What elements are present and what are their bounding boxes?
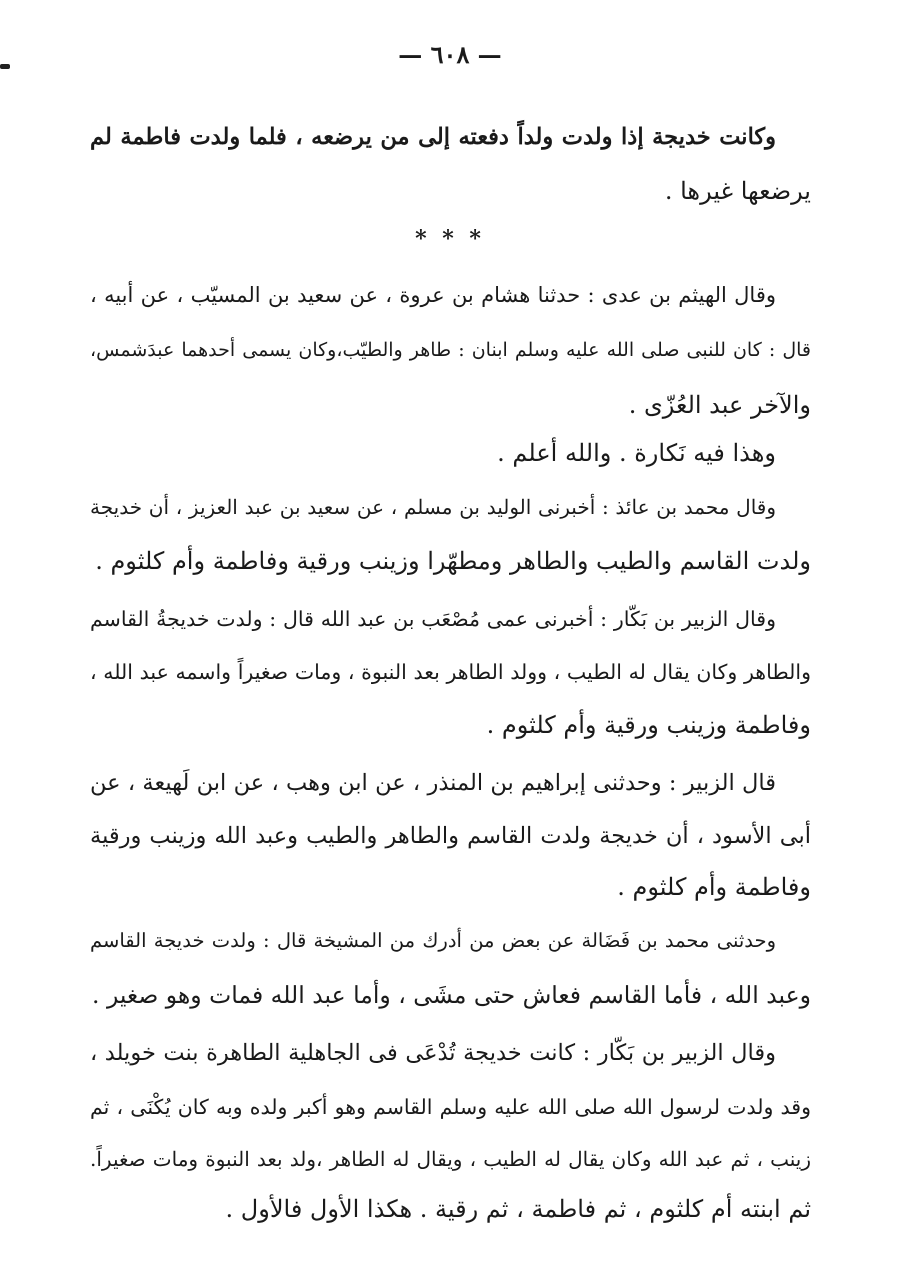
paragraph-4-line-2: ولدت القاسم والطيب والطاهر ومطهّرا وزينب ورقية وفاطمة وأم كلثوم . bbox=[95, 547, 811, 575]
paragraph-8-line-1: وقال الزبير بن بَكّار : كانت خديجة تُدْعَى فى الجاهلية الطاهرة بنت خويلد ، bbox=[90, 1040, 776, 1066]
page-number: — ٦٠٨ — bbox=[398, 40, 502, 69]
paragraph-5-line-2: والطاهر وكان يقال له الطيب ، وولد الطاهر بعد النبوة ، ومات صغيراً واسمه عبد الله ، bbox=[90, 660, 811, 684]
paragraph-8-line-2: وقد ولدت لرسول الله صلى الله عليه وسلم القاسم وهو أكبر ولده وبه كان يُكْنَى ، ثم bbox=[90, 1095, 811, 1119]
paragraph-2-line-3: والآخر عبد العُزّى . bbox=[628, 391, 811, 419]
margin-mark bbox=[0, 64, 10, 69]
paragraph-7-line-2: وعبد الله ، فأما القاسم فعاش حتى مشَى ، وأما عبد الله فمات وهو صغير . bbox=[92, 981, 811, 1009]
paragraph-4-line-1: وقال محمد بن عائذ : أخبرنى الوليد بن مسلم ، عن سعيد بن عبد العزيز ، أن خديجة bbox=[90, 495, 776, 519]
paragraph-5-line-3: وفاطمة وزينب ورقية وأم كلثوم . bbox=[486, 711, 811, 739]
paragraph-2-line-1: وقال الهيثم بن عدى : حدثنا هشام بن عروة ، عن سعيد بن المسيّب ، عن أبيه ، bbox=[90, 283, 776, 307]
paragraph-1-line-1: وكانت خديجة إذا ولدت ولداً دفعته إلى من يرضعه ، فلما ولدت فاطمة لم bbox=[90, 124, 776, 150]
paragraph-6-line-1: قال الزبير : وحدثنى إبراهيم بن المنذر ، عن ابن وهب ، عن ابن لَهيعة ، عن bbox=[90, 770, 776, 796]
paragraph-5-line-1: وقال الزبير بن بَكّار : أخبرنى عمى مُصْعَب بن عبد الله قال : ولدت خديجةُ القاسم bbox=[90, 607, 776, 631]
paragraph-2-line-2: قال : كان للنبى صلى الله عليه وسلم ابنان : طاهر والطيّب،وكان يسمى أحدهما عبدَشمس، bbox=[90, 339, 811, 361]
paragraph-6-line-2: أبى الأسود ، أن خديجة ولدت القاسم والطاهر والطيب وعبد الله وزينب ورقية bbox=[90, 823, 811, 849]
paragraph-3-line-1: وهذا فيه نَكارة . والله أعلم . bbox=[497, 439, 776, 467]
paragraph-1-line-2: يرضعها غيرها . bbox=[664, 177, 811, 205]
paragraph-6-line-3: وفاطمة وأم كلثوم . bbox=[617, 873, 811, 901]
paragraph-7-line-1: وحدثنى محمد بن فَضَالة عن بعض من أدرك من المشيخة قال : ولدت خديجة القاسم bbox=[90, 929, 776, 952]
paragraph-8-line-3: زينب ، ثم عبد الله وكان يقال له الطيب ، ويقال له الطاهر ،ولد بعد النبوة ومات صغيراً. bbox=[90, 1147, 811, 1171]
section-separator: * * * bbox=[415, 226, 485, 252]
paragraph-8-line-4: ثم ابنته أم كلثوم ، ثم فاطمة ، ثم رقية . هكذا الأول فالأول . bbox=[225, 1195, 811, 1223]
